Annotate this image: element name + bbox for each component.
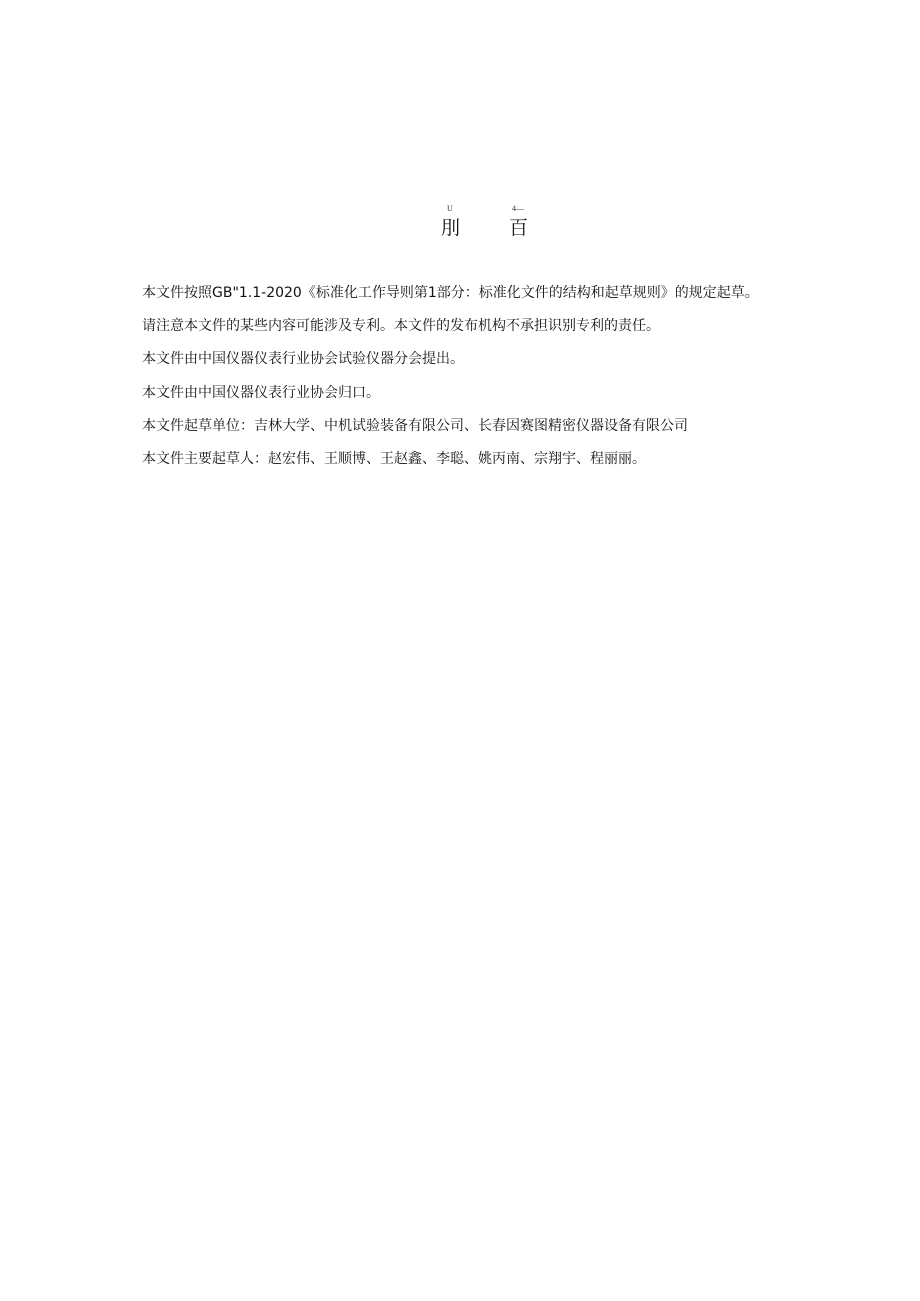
paragraph-patent-notice: 请注意本文件的某些内容可能涉及专利。本文件的发布机构不承担识别专利的责任。 — [142, 318, 660, 335]
heading-char-right: 百 — [509, 217, 529, 239]
preface-body — [142, 283, 842, 482]
paragraph-drafting-rules: 本文件按照GB"1.1-2020《标准化工作导则第1部分：标准化文件的结构和起草规则》的规定起草。 — [142, 285, 759, 301]
preface-heading — [0, 200, 920, 250]
paragraph-drafting-units: 本文件起草单位：吉林大学、中机试验装备有限公司、长春因赛图精密仪器设备有限公司 — [142, 417, 688, 434]
paragraph-proposed-by: 本文件由中国仪器仪表行业协会试验仪器分会提出。 — [142, 351, 464, 368]
paragraph-main-drafters: 本文件主要起草人：赵宏伟、王顺博、王赵鑫、李聪、姚丙南、宗翔宇、程丽丽。 — [142, 450, 646, 467]
heading-mark-left: U — [447, 204, 453, 213]
paragraph-under-jurisdiction: 本文件由中国仪器仪表行业协会归口。 — [142, 384, 380, 401]
heading-mark-right: 4— — [512, 204, 524, 213]
heading-char-left: 刖 — [441, 217, 461, 239]
